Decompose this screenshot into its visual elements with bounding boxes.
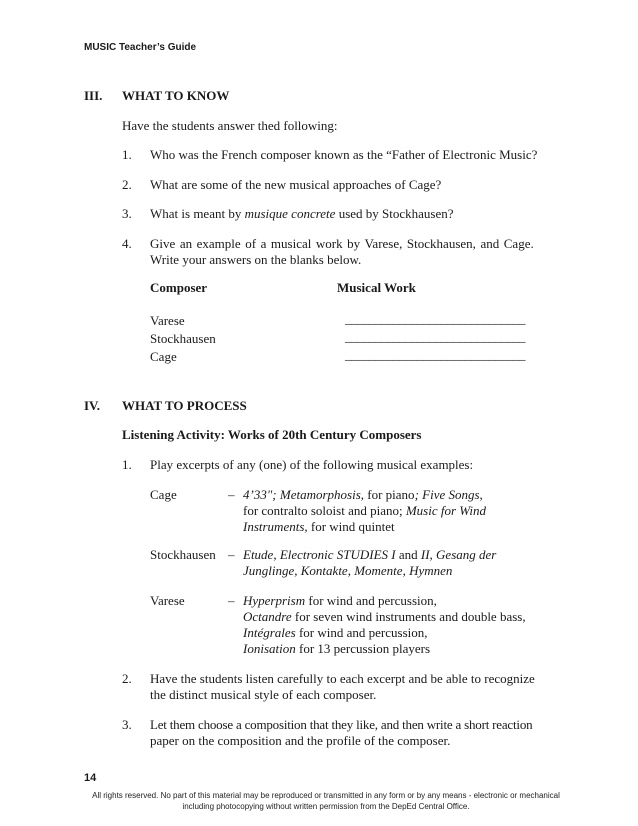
section-number: III.: [84, 88, 103, 103]
works-line: Junglinge, Kontakte, Momente, Hymnen: [243, 563, 453, 578]
section-title: WHAT TO KNOW: [122, 88, 230, 103]
table-composer: Stockhausen: [150, 331, 216, 346]
composer-name: Stockhausen: [150, 547, 216, 562]
works-line: Ionisation for 13 percussion players: [243, 641, 431, 656]
dash: –: [228, 593, 235, 608]
dash: –: [228, 547, 235, 562]
question-text: Who was the French composer known as the “Father of Electronic Music?: [150, 147, 538, 162]
item-number: 1.: [122, 457, 132, 472]
question-number: 1.: [122, 147, 132, 162]
works-line: Instruments, for wind quintet: [243, 519, 395, 534]
item-number: 3.: [122, 717, 132, 732]
item-text: Let them choose a composition that they like, and then write a short reaction: [150, 717, 533, 732]
table-composer: Cage: [150, 349, 177, 364]
item-number: 2.: [122, 671, 132, 686]
question-text: Give an example of a musical work by Varese, Stockhausen, and Cage.: [150, 236, 534, 251]
page-number: 14: [84, 772, 97, 784]
item-text-line2: paper on the composition and the profile of the composer.: [150, 733, 451, 748]
dash: –: [228, 487, 235, 502]
table-composer: Varese: [150, 313, 185, 328]
works-line: Etude, Electronic STUDIES I and II, Gesang der: [243, 547, 497, 562]
works-line: Octandre for seven wind instruments and double bass,: [243, 609, 526, 624]
question-text: What is meant by musique concrete used by Stockhausen?: [150, 206, 454, 221]
works-line: Intégrales for wind and percussion,: [243, 625, 428, 640]
composer-name: Cage: [150, 487, 177, 502]
section-number: IV.: [84, 398, 101, 413]
copyright-footer: All rights reserved. No part of this material may be reproduced or transmitted in any form or by any means - electronic or mechanical including photocopying without written permission from the DepEd Central Office.: [92, 791, 560, 811]
answer-blank[interactable]: ______________________________: [345, 329, 525, 344]
item-text: Have the students listen carefully to each excerpt and be able to recognize: [150, 671, 535, 686]
question-text: What are some of the new musical approaches of Cage?: [150, 177, 442, 192]
question-number: 4.: [122, 236, 132, 251]
answer-blank[interactable]: ______________________________: [345, 311, 525, 326]
composer-name: Varese: [150, 593, 185, 608]
question-number: 2.: [122, 177, 132, 192]
item-text-line2: the distinct musical style of each composer.: [150, 687, 377, 702]
section-intro: Have the students answer thed following:: [122, 118, 338, 133]
question-text-line2: Write your answers on the blanks below.: [150, 252, 362, 267]
table-header-musical-work: Musical Work: [337, 280, 416, 295]
question-number: 3.: [122, 206, 132, 221]
works-line: 4’33"; Metamorphosis, for piano; Five Songs,: [243, 487, 483, 502]
running-header: MUSIC Teacher’s Guide: [84, 42, 197, 53]
answer-blank[interactable]: ______________________________: [345, 347, 525, 362]
section-title: WHAT TO PROCESS: [122, 398, 247, 413]
works-line: for contralto soloist and piano; Music for Wind: [243, 503, 487, 518]
item-text: Play excerpts of any (one) of the following musical examples:: [150, 457, 474, 472]
works-line: Hyperprism for wind and percussion,: [243, 593, 437, 608]
activity-title: Listening Activity: Works of 20th Century Composers: [122, 427, 422, 442]
table-header-composer: Composer: [150, 280, 208, 295]
